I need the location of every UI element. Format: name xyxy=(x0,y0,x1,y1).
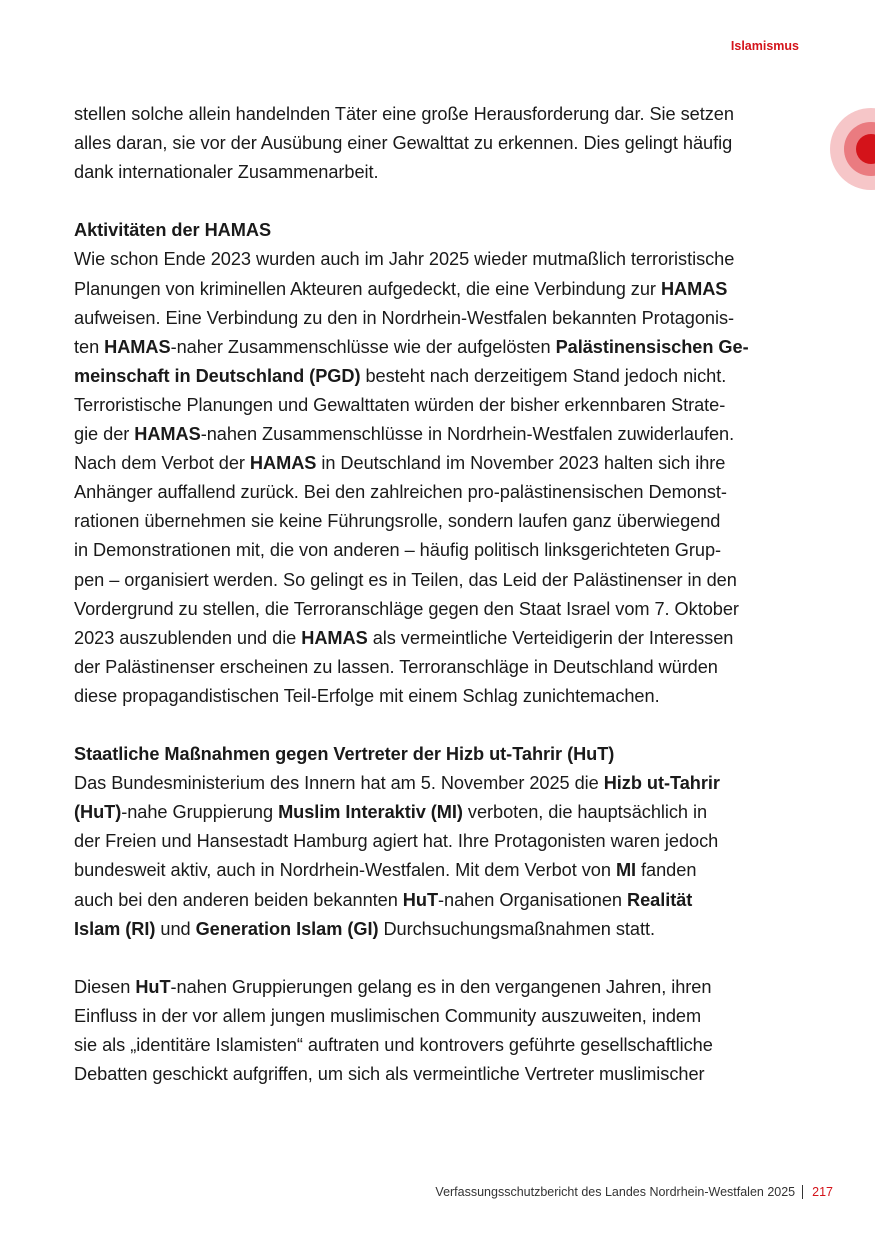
section-heading-hut: Staatliche Maßnahmen gegen Vertreter der Hizb ut-Tahrir (HuT) xyxy=(74,744,615,765)
page-footer xyxy=(435,1185,833,1199)
text-line: ten HAMAS-naher Zusammenschlüsse wie der aufgelösten Palästinensischen Ge- xyxy=(74,336,749,357)
text-line: 2023 auszublenden und die HAMAS als vermeintliche Verteidigerin der Interessen xyxy=(74,627,734,648)
text-line: Planungen von kriminellen Akteuren aufgedeckt, die eine Verbindung zur HAMAS xyxy=(74,278,728,299)
text-line: Anhänger auffallend zurück. Bei den zahlreichen pro-palästinensischen Demonst- xyxy=(74,482,727,503)
text-line: der Freien und Hansestadt Hamburg agiert hat. Ihre Protagonisten waren jedoch xyxy=(74,831,719,852)
text-line: Nach dem Verbot der HAMAS in Deutschland im November 2023 halten sich ihre xyxy=(74,453,726,474)
text-line: gie der HAMAS-nahen Zusammenschlüsse in Nordrhein-Westfalen zuwiderlaufen. xyxy=(74,424,735,445)
text-line: Das Bundesministerium des Innern hat am 5. November 2025 die Hizb ut-Tahrir xyxy=(74,773,720,794)
text-line: bundesweit aktiv, auch in Nordrhein-Westfalen. Mit dem Verbot von MI fanden xyxy=(74,860,697,881)
text-line: rationen übernehmen sie keine Führungsrolle, sondern laufen ganz überwiegend xyxy=(74,511,721,532)
text-line: aufweisen. Eine Verbindung zu den in Nordrhein-Westfalen bekannten Protagonis- xyxy=(74,307,735,328)
text-line: Islam (RI) und Generation Islam (GI) Durchsuchungsmaßnahmen statt. xyxy=(74,918,655,939)
page-number: 217 xyxy=(812,1185,833,1199)
text-line: in Demonstrationen mit, die von anderen – häufig politisch linksgerichteten Grup- xyxy=(74,540,722,561)
section-heading-hamas: Aktivitäten der HAMAS xyxy=(74,220,272,241)
text-line: pen – organisiert werden. So gelingt es in Teilen, das Leid der Palästinenser in den xyxy=(74,569,737,590)
text-line: Debatten geschickt aufgriffen, um sich als vermeintliche Vertreter muslimischer xyxy=(74,1064,705,1085)
publication-title: Verfassungsschutzbericht des Landes Nordrhein-Westfalen 2025 xyxy=(435,1185,796,1199)
text-line: (HuT)-nahe Gruppierung Muslim Interaktiv (MI) verboten, die hauptsächlich in xyxy=(74,802,708,823)
text-line: Diesen HuT-nahen Gruppierungen gelang es in den vergangenen Jahren, ihren xyxy=(74,976,712,997)
text-line: Vordergrund zu stellen, die Terroranschläge gegen den Staat Israel vom 7. Oktober xyxy=(74,598,739,619)
text-line: diese propagandistischen Teil-Erfolge mit einem Schlag zunichtemachen. xyxy=(74,685,660,706)
document-body xyxy=(74,100,804,1089)
text-line: dank internationaler Zusammenarbeit. xyxy=(74,162,379,183)
text-line: stellen solche allein handelnden Täter eine große Herausforderung dar. Sie setzen xyxy=(74,104,734,124)
section-marker-icon xyxy=(830,108,875,190)
text-line: Terroristische Planungen und Gewalttaten würden der bisher erkennbaren Strate- xyxy=(74,394,726,415)
text-line: Wie schon Ende 2023 wurden auch im Jahr 2025 wieder mutmaßlich terroristische xyxy=(74,249,735,270)
text-line: auch bei den anderen beiden bekannten HuT-nahen Organisationen Realität xyxy=(74,889,693,910)
section-label: Islamismus xyxy=(730,39,799,53)
text-line: sie als „identitäre Islamisten“ auftraten und kontrovers geführte gesellschaftliche xyxy=(74,1035,713,1055)
text-line: Einfluss in der vor allem jungen muslimischen Community auszuweiten, indem xyxy=(74,1005,702,1026)
text-line: alles daran, sie vor der Ausübung einer Gewalttat zu erkennen. Dies gelingt häufig xyxy=(74,133,733,154)
text-line: der Palästinenser erscheinen zu lassen. Terroranschläge in Deutschland würden xyxy=(74,656,718,677)
footer-divider xyxy=(802,1185,803,1199)
text-line: meinschaft in Deutschland (PGD) besteht nach derzeitigem Stand jedoch nicht. xyxy=(74,365,727,386)
